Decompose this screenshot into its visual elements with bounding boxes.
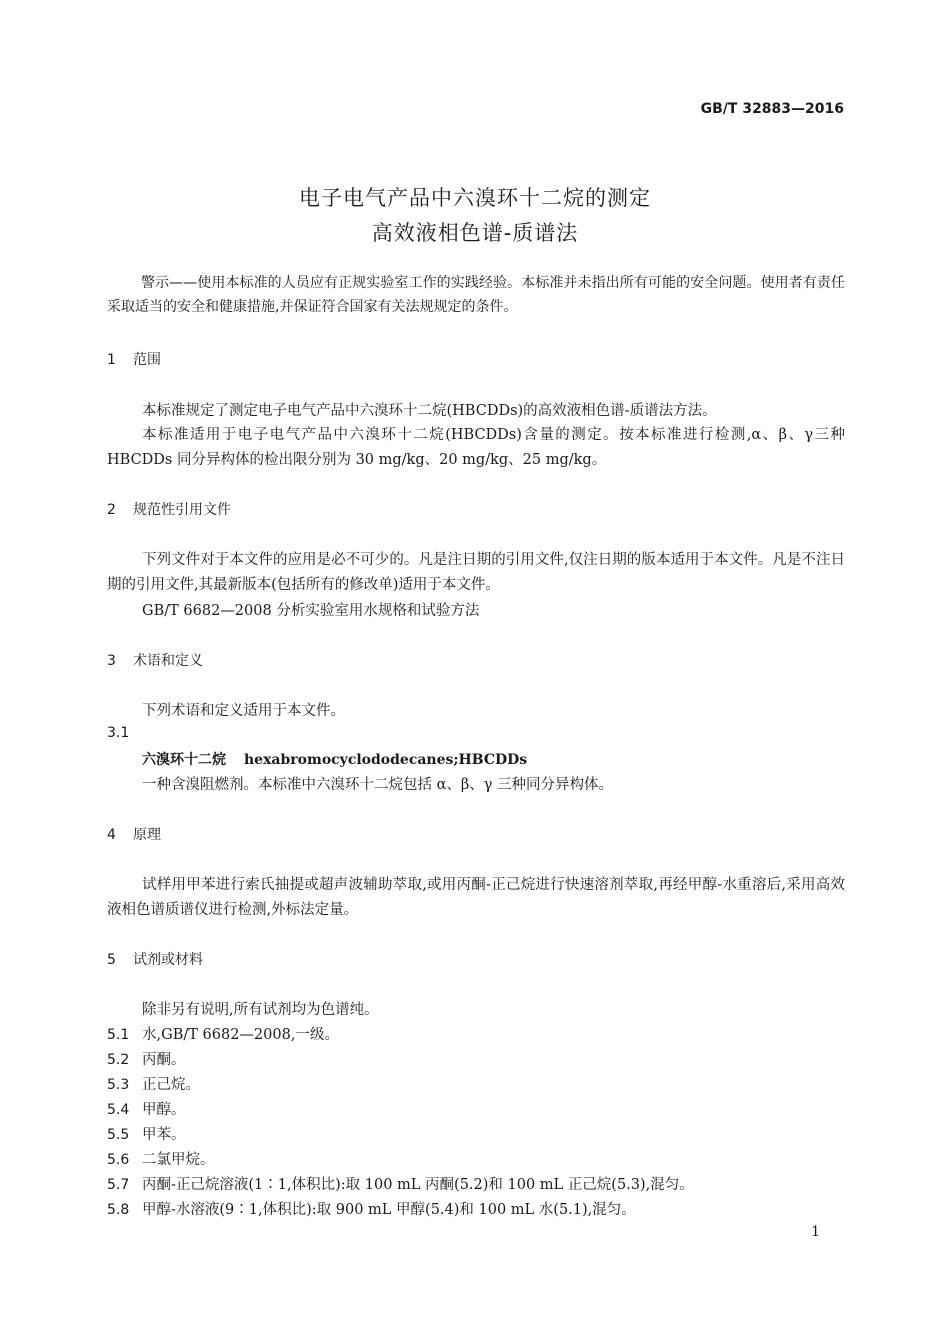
reagent-text: 甲醇。 bbox=[142, 1102, 186, 1118]
principle-paragraph: 试样用甲苯进行索氏抽提或超声波辅助萃取,或用丙酮-正己烷进行快速溶剂萃取,再经甲醇-水重溶后,采用高效液相色谱质谱仪进行检测,外标法定量。 bbox=[107, 877, 845, 918]
term-definition: 一种含溴阻燃剂。本标准中六溴环十二烷包括 α、β、γ 三种同分异构体。 bbox=[142, 777, 614, 793]
section-number: 1 bbox=[107, 352, 116, 368]
scope-paragraph-2: 本标准适用于电子电气产品中六溴环十二烷(HBCDDs)含量的测定。按本标准进行检测,α、β、γ三种 HBCDDs 同分异构体的检出限分别为 30 mg/kg、20 mg/kg、25 mg/kg。 bbox=[107, 427, 845, 468]
term-chinese: 六溴环十二烷 bbox=[142, 752, 226, 768]
section-title: 原理 bbox=[133, 827, 161, 843]
section-number: 5 bbox=[107, 952, 116, 968]
reagent-item bbox=[107, 1148, 215, 1169]
document-title-line2: 高效液相色谱-质谱法 bbox=[371, 221, 579, 245]
reference-item: GB/T 6682—2008 分析实验室用水规格和试验方法 bbox=[142, 603, 480, 619]
section-title: 范围 bbox=[133, 352, 161, 368]
reagent-number: 5.2 bbox=[107, 1052, 130, 1068]
terms-paragraph: 下列术语和定义适用于本文件。 bbox=[142, 703, 345, 719]
reagent-item bbox=[107, 1198, 636, 1219]
reagent-item bbox=[107, 1073, 200, 1094]
references-paragraph: 下列文件对于本文件的应用是必不可少的。凡是注日期的引用文件,仅注日期的版本适用于本文件。凡是不注日期的引用文件,其最新版本(包括所有的修改单)适用于本文件。 bbox=[107, 552, 845, 593]
reagent-text: 甲苯。 bbox=[142, 1127, 186, 1143]
reagent-text: 正己烷。 bbox=[142, 1077, 200, 1093]
reagent-number: 5.7 bbox=[107, 1177, 130, 1193]
section-heading-principle bbox=[107, 824, 161, 844]
standard-number: GB/T 32883—2016 bbox=[700, 101, 844, 117]
reagent-number: 5.3 bbox=[107, 1077, 130, 1093]
section-number: 2 bbox=[107, 502, 116, 518]
reagent-number: 5.4 bbox=[107, 1102, 130, 1118]
section-number: 4 bbox=[107, 827, 116, 843]
section-title: 规范性引用文件 bbox=[133, 502, 231, 518]
reagent-text: 丙酮-正己烷溶液(1∶1,体积比):取 100 mL 丙酮(5.2)和 100 mL 正己烷(5.3),混匀。 bbox=[142, 1177, 694, 1193]
term-number: 3.1 bbox=[107, 725, 130, 741]
reagent-number: 5.8 bbox=[107, 1202, 130, 1218]
section-title: 试剂或材料 bbox=[133, 952, 203, 968]
reagents-paragraph: 除非另有说明,所有试剂均为色谱纯。 bbox=[142, 1002, 379, 1018]
reagent-item bbox=[107, 1023, 339, 1044]
warning-paragraph: 警示——使用本标准的人员应有正规实验室工作的实践经验。本标准并未指出所有可能的安全问题。使用者有责任采取适当的安全和健康措施,并保证符合国家有关法规规定的条件。 bbox=[107, 275, 845, 315]
reagent-item bbox=[107, 1173, 694, 1194]
section-heading-reagents bbox=[107, 949, 203, 969]
section-heading-terms bbox=[107, 650, 203, 670]
reagent-text: 甲醇-水溶液(9∶1,体积比):取 900 mL 甲醇(5.4)和 100 mL 水(5.1),混匀。 bbox=[142, 1202, 636, 1218]
reagent-item bbox=[107, 1098, 186, 1119]
term-entry bbox=[142, 749, 527, 769]
reagent-number: 5.5 bbox=[107, 1127, 130, 1143]
reagent-text: 水,GB/T 6682—2008,一级。 bbox=[142, 1027, 339, 1043]
section-heading-scope bbox=[107, 349, 161, 369]
section-number: 3 bbox=[107, 653, 116, 669]
page-number: 1 bbox=[811, 1224, 820, 1240]
reagent-text: 丙酮。 bbox=[142, 1052, 186, 1068]
section-heading-normative-references bbox=[107, 499, 231, 519]
section-title: 术语和定义 bbox=[133, 653, 203, 669]
document-title-line1: 电子电气产品中六溴环十二烷的测定 bbox=[299, 186, 651, 210]
reagent-text: 二氯甲烷。 bbox=[142, 1152, 215, 1168]
reagent-number: 5.1 bbox=[107, 1027, 130, 1043]
reagent-item bbox=[107, 1048, 186, 1069]
term-english: hexabromocyclododecanes;HBCDDs bbox=[244, 752, 528, 768]
reagent-number: 5.6 bbox=[107, 1152, 130, 1168]
reagent-item bbox=[107, 1123, 186, 1144]
scope-paragraph-1: 本标准规定了测定电子电气产品中六溴环十二烷(HBCDDs)的高效液相色谱-质谱法方法。 bbox=[142, 403, 717, 419]
